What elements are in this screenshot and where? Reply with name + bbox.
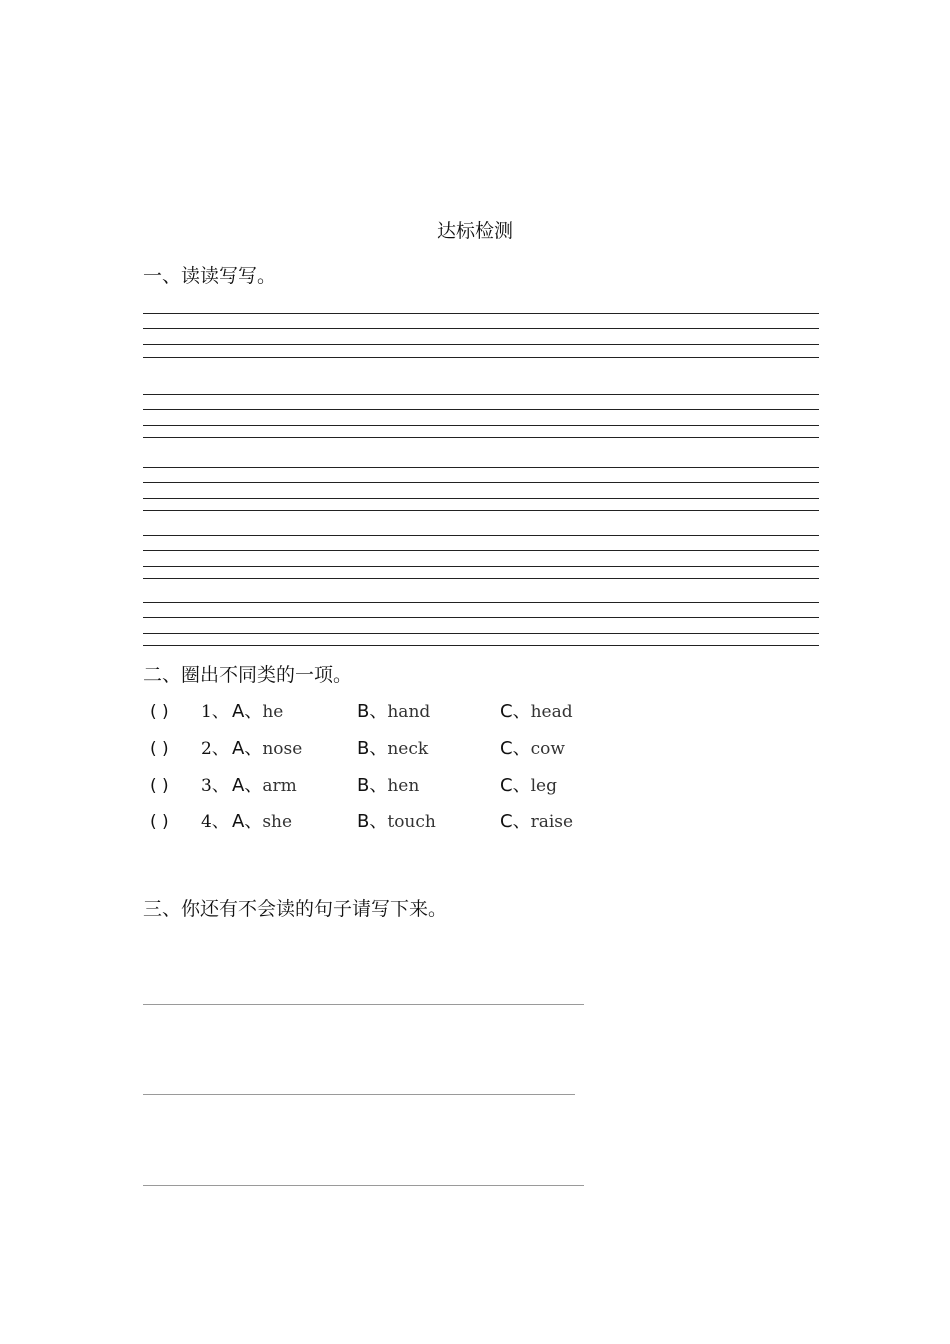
answer-parentheses[interactable]: ( ) [150, 812, 169, 832]
option-a[interactable] [232, 736, 302, 762]
answer-line[interactable] [143, 1004, 584, 1005]
option-c[interactable] [500, 809, 573, 835]
option-letter: B、 [357, 738, 388, 759]
writing-rule [143, 409, 819, 410]
section2-heading: 二、圈出不同类的一项。 [143, 664, 353, 686]
option-word: she [262, 812, 293, 832]
writing-rule [143, 313, 819, 314]
option-b[interactable] [357, 809, 436, 835]
option-c[interactable] [500, 773, 557, 799]
question-row [150, 809, 650, 835]
answer-parentheses[interactable]: ( ) [150, 739, 169, 759]
four-line-group[interactable] [143, 535, 819, 579]
writing-rule [143, 328, 819, 329]
question-row [150, 773, 650, 799]
option-c[interactable] [500, 699, 573, 725]
option-word: head [530, 702, 573, 722]
writing-rule [143, 617, 819, 618]
section1-heading: 一、读读写写。 [143, 265, 277, 287]
writing-rule [143, 357, 819, 358]
option-b[interactable] [357, 699, 430, 725]
writing-rule [143, 535, 819, 536]
answer-parentheses[interactable]: ( ) [150, 702, 169, 722]
writing-rule [143, 482, 819, 483]
option-word: hen [387, 776, 420, 796]
answer-parentheses[interactable]: ( ) [150, 776, 169, 796]
four-line-group[interactable] [143, 467, 819, 511]
option-word: arm [262, 776, 297, 796]
writing-rule [143, 498, 819, 499]
question-number: 3、 [201, 776, 229, 796]
option-word: hand [387, 702, 431, 722]
writing-rule [143, 425, 819, 426]
option-letter: C、 [500, 811, 531, 832]
option-word: raise [530, 812, 574, 832]
question-number: 1、 [201, 702, 229, 722]
option-word: nose [262, 739, 303, 759]
question-row [150, 736, 650, 762]
writing-rule [143, 344, 819, 345]
option-word: leg [530, 776, 557, 796]
question-number: 2、 [201, 739, 229, 759]
writing-rule [143, 437, 819, 438]
option-letter: A、 [232, 775, 263, 796]
option-b[interactable] [357, 736, 428, 762]
option-letter: A、 [232, 701, 263, 722]
option-letter: C、 [500, 701, 531, 722]
answer-line[interactable] [143, 1185, 584, 1186]
writing-rule [143, 633, 819, 634]
writing-rule [143, 566, 819, 567]
answer-line[interactable] [143, 1094, 575, 1095]
option-letter: A、 [232, 738, 263, 759]
option-a[interactable] [232, 809, 292, 835]
option-word: he [262, 702, 284, 722]
option-a[interactable] [232, 773, 297, 799]
option-c[interactable] [500, 736, 565, 762]
option-letter: B、 [357, 811, 388, 832]
writing-rule [143, 394, 819, 395]
option-word: cow [530, 739, 565, 759]
option-word: touch [387, 812, 436, 832]
option-letter: C、 [500, 775, 531, 796]
question-row [150, 699, 650, 725]
option-letter: B、 [357, 701, 388, 722]
question-number: 4、 [201, 812, 229, 832]
writing-rule [143, 510, 819, 511]
four-line-group[interactable] [143, 394, 819, 438]
option-b[interactable] [357, 773, 419, 799]
writing-rule [143, 578, 819, 579]
option-a[interactable] [232, 699, 283, 725]
option-letter: A、 [232, 811, 263, 832]
option-word: neck [387, 739, 429, 759]
writing-rule [143, 467, 819, 468]
worksheet-title: 达标检测 [436, 220, 513, 242]
writing-rule [143, 550, 819, 551]
option-letter: C、 [500, 738, 531, 759]
four-line-group[interactable] [143, 313, 819, 357]
section3-heading: 三、你还有不会读的句子请写下来。 [143, 898, 448, 920]
option-letter: B、 [357, 775, 388, 796]
writing-rule [143, 645, 819, 646]
four-line-group[interactable] [143, 602, 819, 646]
writing-rule [143, 602, 819, 603]
